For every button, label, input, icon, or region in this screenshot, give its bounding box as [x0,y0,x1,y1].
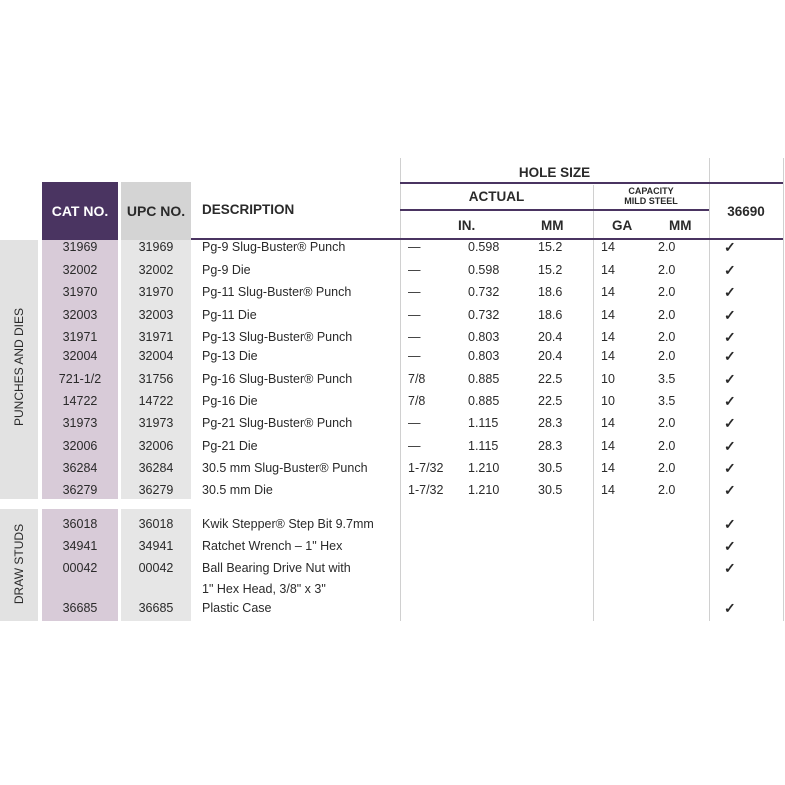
description-cell: 30.5 mm Slug-Buster® Punch [202,461,368,475]
capacity-mm-cell: 2.0 [658,349,676,363]
upc-no-cell: 31971 [138,330,174,344]
header-capacity [593,186,709,206]
cat-no-cell: 32006 [62,439,98,453]
upc-no-cell: 36284 [138,461,174,475]
capacity-mm-cell: 2.0 [658,461,676,475]
description-cell: Plastic Case [202,601,272,615]
upc-no-cell: 34941 [138,539,174,553]
header-cat-no: CAT NO. [42,182,118,240]
table-row [0,305,785,325]
upc-no-cell: 36279 [138,483,174,497]
cat-no-cell: 00042 [62,561,98,575]
table-row [0,536,785,556]
table-row [0,391,785,411]
header-mm-capacity: MM [669,218,692,233]
header-mm: MM [541,218,564,233]
gauge-cell: 14 [601,308,615,322]
check-icon: ✓ [724,284,736,300]
mm-cell: 30.5 [538,483,563,497]
mm-cell: 30.5 [538,461,563,475]
table-row [0,598,785,618]
section-label-studs: DRAW STUDS [12,523,26,605]
capacity-mm-cell: 2.0 [658,439,676,453]
mm-cell: 28.3 [538,416,563,430]
section-label-punches: PUNCHES AND DIES [12,307,26,427]
table-row [0,282,785,302]
inch-cell: 0.732 [468,308,500,322]
fraction-cell: 7/8 [408,372,426,386]
cat-no-cell: 34941 [62,539,98,553]
upc-no-cell: 32002 [138,263,174,277]
header-hole-size: HOLE SIZE [518,165,591,180]
check-icon: ✓ [724,371,736,387]
gauge-cell: 10 [601,394,615,408]
cat-no-cell: 36685 [62,601,98,615]
mm-cell: 18.6 [538,285,563,299]
inch-cell: 1.115 [468,416,499,430]
cat-no-cell: 721-1/2 [58,372,102,386]
mm-cell: 15.2 [538,263,563,277]
description-cell: Pg-9 Die [202,263,251,277]
capacity-mm-cell: 2.0 [658,483,676,497]
capacity-mm-cell: 3.5 [658,372,676,386]
fraction-cell: — [408,330,421,344]
check-icon: ✓ [724,516,736,532]
table-row [0,237,785,257]
header-rule [400,182,783,184]
fraction-cell: — [408,349,421,363]
check-icon: ✓ [724,600,736,616]
table-row [0,458,785,478]
description-cell-line2: 1" Hex Head, 3/8" x 3" [202,582,326,596]
description-cell: Pg-21 Die [202,439,258,453]
capacity-mm-cell: 3.5 [658,394,676,408]
header-capacity-line2: MILD STEEL [624,196,678,206]
gauge-cell: 14 [601,483,615,497]
description-cell: Pg-9 Slug-Buster® Punch [202,240,346,254]
upc-no-cell: 32006 [138,439,174,453]
description-cell: Pg-16 Slug-Buster® Punch [202,372,353,386]
fraction-cell: 7/8 [408,394,426,408]
inch-cell: 1.210 [468,461,500,475]
gauge-cell: 14 [601,263,615,277]
cat-no-cell: 36018 [62,517,98,531]
fraction-cell: — [408,308,421,322]
capacity-mm-cell: 2.0 [658,285,676,299]
cat-no-cell: 36284 [62,461,98,475]
upc-no-cell: 14722 [138,394,174,408]
header-capacity-line1: CAPACITY [628,186,674,196]
cat-no-cell: 32002 [62,263,98,277]
inch-cell: 0.598 [468,240,500,254]
table-row [0,413,785,433]
fraction-cell: — [408,439,421,453]
fraction-cell: — [408,263,421,277]
upc-no-cell: 32003 [138,308,174,322]
gauge-cell: 14 [601,439,615,453]
table-row [0,327,785,347]
cat-no-cell: 36279 [62,483,98,497]
inch-cell: 1.115 [468,439,499,453]
gauge-cell: 14 [601,461,615,475]
capacity-mm-cell: 2.0 [658,308,676,322]
description-cell: Kwik Stepper® Step Bit 9.7mm [202,517,374,531]
header-actual: ACTUAL [468,189,525,204]
gauge-cell: 14 [601,330,615,344]
check-icon: ✓ [724,262,736,278]
description-cell: Pg-11 Die [202,308,257,322]
check-icon: ✓ [724,460,736,476]
mm-cell: 22.5 [538,394,563,408]
gauge-cell: 14 [601,349,615,363]
inch-cell: 1.210 [468,483,500,497]
description-cell: Ratchet Wrench – 1" Hex [202,539,343,553]
upc-no-cell: 32004 [138,349,174,363]
mm-cell: 28.3 [538,439,563,453]
mm-cell: 18.6 [538,308,563,322]
table-row [0,480,785,500]
description-cell: Pg-16 Die [202,394,258,408]
inch-cell: 0.885 [468,372,500,386]
gauge-cell: 14 [601,285,615,299]
mm-cell: 22.5 [538,372,563,386]
cat-no-cell: 32004 [62,349,98,363]
cat-no-cell: 31969 [62,240,98,254]
inch-cell: 0.885 [468,394,500,408]
check-icon: ✓ [724,438,736,454]
capacity-mm-cell: 2.0 [658,240,676,254]
table-row [0,369,785,389]
inch-cell: 0.803 [468,349,500,363]
fraction-cell: — [408,240,421,254]
table-row [0,436,785,456]
cat-no-cell: 31973 [62,416,98,430]
mm-cell: 20.4 [538,349,563,363]
cat-no-cell: 31971 [62,330,98,344]
mm-cell: 15.2 [538,240,563,254]
upc-no-cell: 31970 [138,285,174,299]
table-row [0,558,785,578]
check-icon: ✓ [724,348,736,364]
description-cell: 30.5 mm Die [202,483,273,497]
gauge-cell: 10 [601,372,615,386]
header-description: DESCRIPTION [202,202,295,217]
check-icon: ✓ [724,482,736,498]
header-ga: GA [612,218,633,233]
capacity-mm-cell: 2.0 [658,416,676,430]
check-icon: ✓ [724,307,736,323]
check-icon: ✓ [724,538,736,554]
header-rule [400,209,709,211]
description-cell: Ball Bearing Drive Nut with [202,561,351,575]
check-icon: ✓ [724,239,736,255]
table-row [0,514,785,534]
upc-no-cell: 00042 [138,561,174,575]
mm-cell: 20.4 [538,330,563,344]
capacity-mm-cell: 2.0 [658,263,676,277]
check-icon: ✓ [724,329,736,345]
check-icon: ✓ [724,415,736,431]
table-row [0,346,785,366]
upc-no-cell: 36018 [138,517,174,531]
header-upc-no: UPC NO. [121,182,191,240]
gauge-cell: 14 [601,416,615,430]
inch-cell: 0.732 [468,285,500,299]
gauge-cell: 14 [601,240,615,254]
cat-no-cell: 14722 [62,394,98,408]
capacity-mm-cell: 2.0 [658,330,676,344]
check-icon: ✓ [724,560,736,576]
fraction-cell: — [408,416,421,430]
description-cell: Pg-21 Slug-Buster® Punch [202,416,353,430]
description-cell: Pg-11 Slug-Buster® Punch [202,285,352,299]
upc-no-cell: 31756 [138,372,174,386]
upc-no-cell: 36685 [138,601,174,615]
fraction-cell: 1-7/32 [408,483,444,497]
cat-no-cell: 31970 [62,285,98,299]
inch-cell: 0.803 [468,330,500,344]
inch-cell: 0.598 [468,263,500,277]
header-kit-number: 36690 [727,204,765,219]
upc-no-cell: 31969 [138,240,174,254]
check-icon: ✓ [724,393,736,409]
description-cell: Pg-13 Slug-Buster® Punch [202,330,353,344]
description-cell: Pg-13 Die [202,349,258,363]
table-row [0,260,785,280]
header-in: IN. [458,218,476,233]
fraction-cell: — [408,285,421,299]
fraction-cell: 1-7/32 [408,461,444,475]
upc-no-cell: 31973 [138,416,174,430]
cat-no-cell: 32003 [62,308,98,322]
